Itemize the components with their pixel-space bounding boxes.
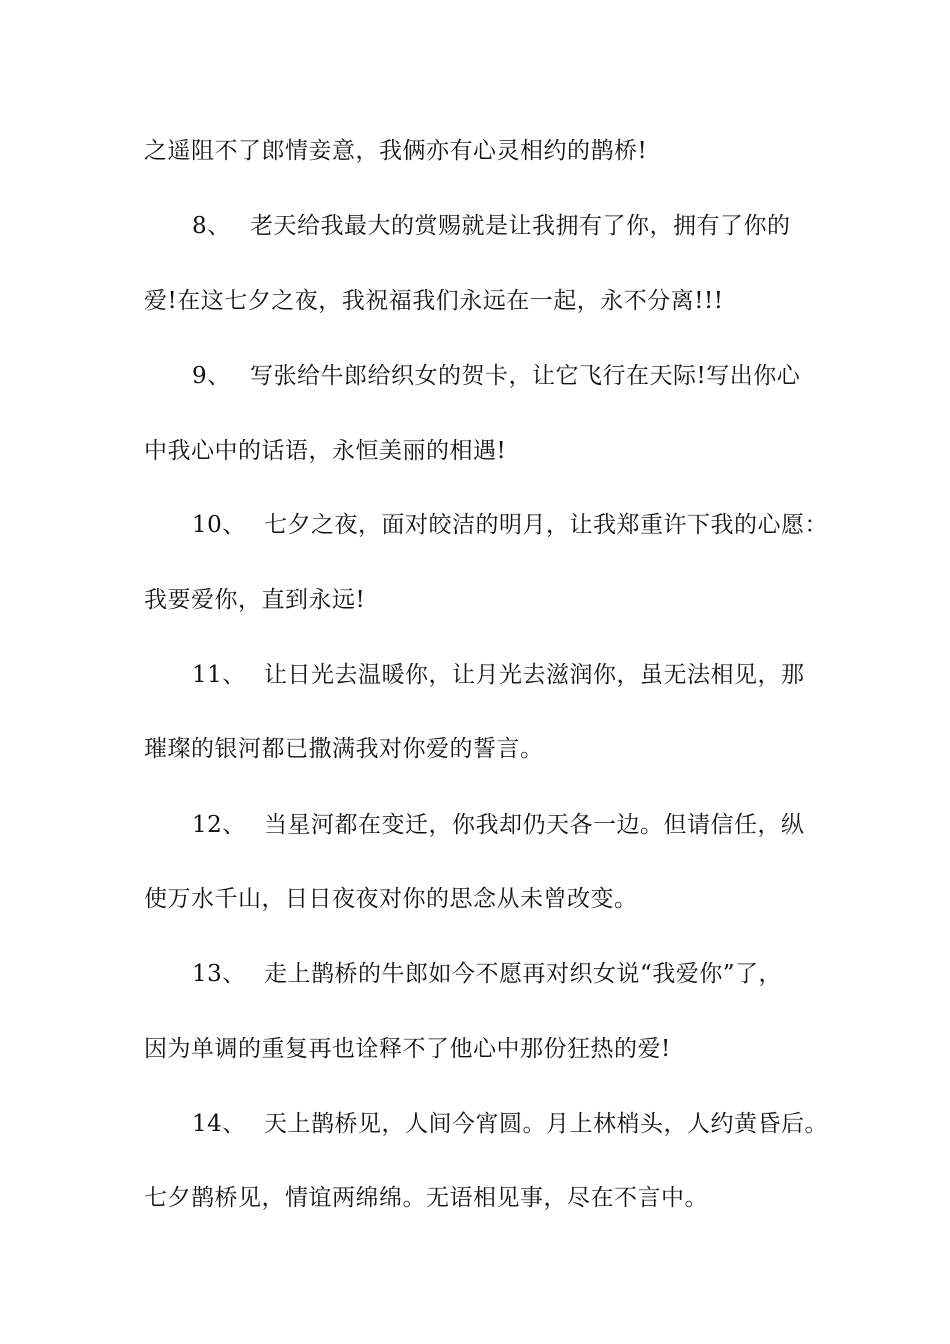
- item-number: 11、: [192, 662, 246, 688]
- list-item-14: [192, 1109, 882, 1139]
- line-text: 当星河都在变迁，你我却仍天各一边。但请信任，纵: [264, 812, 805, 838]
- list-item-12: [192, 810, 882, 840]
- line-text: 老天给我最大的赏赐就是让我拥有了你，拥有了你的: [250, 213, 791, 239]
- text-line: [144, 884, 834, 914]
- line-text: 璀璨的银河都已撒满我对你爱的誓言。: [144, 736, 544, 762]
- line-text: 爱!在这七夕之夜，我祝福我们永远在一起，永不分离!!!: [144, 288, 724, 314]
- list-item-13: [192, 959, 882, 989]
- list-item-9: [192, 361, 882, 391]
- line-text: 之遥阻不了郎情妾意，我俩亦有心灵相约的鹊桥!: [144, 138, 648, 164]
- item-number: 13、: [192, 961, 246, 987]
- line-text: 走上鹊桥的牛郎如今不愿再对织女说“我爱你”了，: [264, 961, 783, 987]
- list-item-11: [192, 660, 882, 690]
- line-text: 让日光去温暖你，让月光去滋润你，虽无法相见，那: [264, 662, 805, 688]
- line-text: 因为单调的重复再也诠释不了他心中那份狂热的爱!: [144, 1036, 671, 1062]
- line-text: 天上鹊桥见，人间今宵圆。月上林梢头，人约黄昏后。: [264, 1111, 828, 1137]
- item-number: 8、: [192, 213, 231, 239]
- line-text: 中我心中的话语，永恒美丽的相遇!: [144, 438, 507, 464]
- text-line: [144, 1183, 834, 1213]
- line-text: 七夕鹊桥见，情谊两绵绵。无语相见事，尽在不言中。: [144, 1185, 708, 1211]
- list-item-10: [192, 510, 882, 540]
- text-line: [144, 1034, 834, 1064]
- text-line: [144, 734, 834, 764]
- list-item-8: [192, 211, 882, 241]
- line-text: 七夕之夜，面对皎洁的明月，让我郑重许下我的心愿：: [264, 512, 828, 538]
- item-number: 14、: [192, 1111, 246, 1137]
- item-number: 12、: [192, 812, 246, 838]
- item-number: 9、: [192, 363, 231, 389]
- line-text: 使万水千山，日日夜夜对你的思念从未曾改变。: [144, 886, 638, 912]
- item-number: 10、: [192, 512, 246, 538]
- text-line: [144, 136, 834, 166]
- line-text: 写张给牛郎给织女的贺卡，让它飞行在天际!写出你心: [250, 363, 801, 389]
- text-line: [144, 436, 834, 466]
- line-text: 我要爱你，直到永远!: [144, 587, 366, 613]
- text-line: [144, 585, 834, 615]
- text-line: [144, 286, 834, 316]
